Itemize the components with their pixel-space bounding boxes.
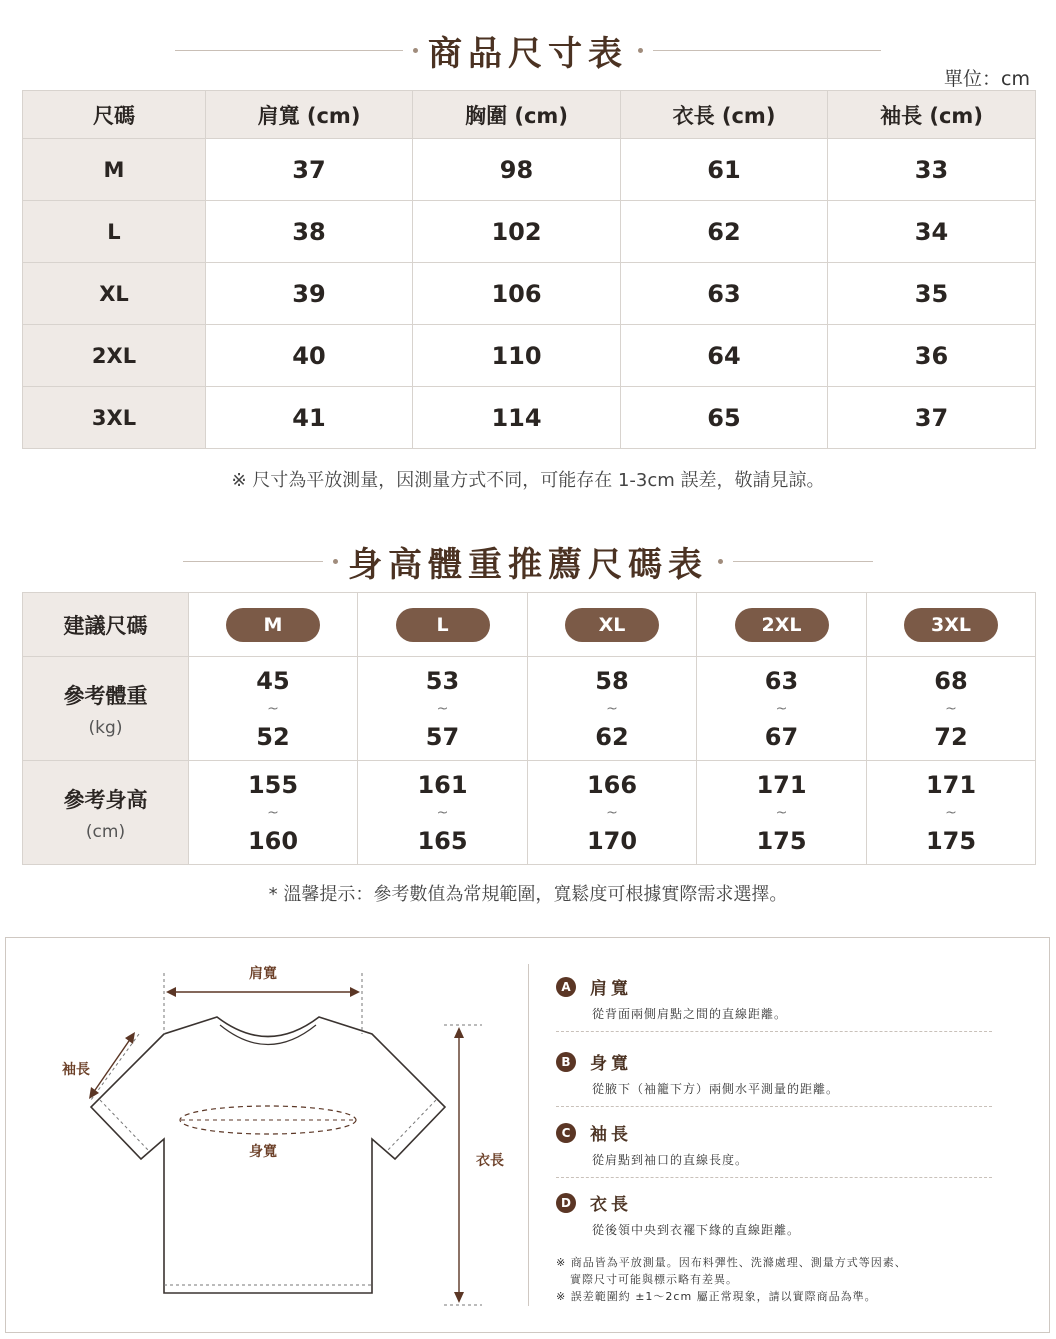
- col-header-size: 尺碼: [23, 91, 206, 139]
- table-cell: 114: [413, 387, 621, 449]
- height-max: 175: [925, 826, 977, 855]
- height-max: 165: [417, 826, 468, 855]
- weight-range: [189, 657, 358, 761]
- height-range: [189, 761, 358, 865]
- height-range: [867, 761, 1036, 865]
- definition-head: [556, 1120, 996, 1145]
- weight-range: [697, 657, 867, 761]
- size-pill-cell: [867, 593, 1036, 657]
- weight-min: 53: [425, 666, 460, 695]
- title-dot-left: [333, 559, 338, 564]
- badge-a: A: [556, 977, 576, 997]
- weight-label: 參考體重: [63, 683, 148, 708]
- height-min: 171: [925, 770, 977, 799]
- table-cell: 37: [828, 387, 1036, 449]
- height-range: [358, 761, 528, 865]
- definition-head: [556, 974, 996, 999]
- table-cell: 106: [413, 263, 621, 325]
- table-cell: 102: [413, 201, 621, 263]
- weight-unit: (kg): [88, 717, 123, 738]
- height-label: 參考身高: [63, 787, 148, 812]
- tilde: ~: [606, 700, 618, 717]
- row-header-weight: [23, 657, 189, 761]
- footnote-line: ※ 商品皆為平放測量。因布料彈性、洗滌處理、測量方式等因素、: [556, 1256, 907, 1269]
- definition-divider: [556, 1177, 992, 1178]
- diagram-divider: [528, 964, 529, 1306]
- size-pill-cell: [189, 593, 358, 657]
- measurement-note: ※ 尺寸為平放測量，因測量方式不同，可能存在 1-3cm 誤差，敬請見諒。: [231, 470, 825, 491]
- table-cell: 40: [206, 325, 413, 387]
- weight-min: 58: [595, 666, 629, 695]
- definition-title: 袖長: [590, 1125, 632, 1145]
- weight-max: 67: [764, 722, 799, 751]
- size-pill-row: [23, 593, 1036, 657]
- title-rule-right: [653, 50, 881, 51]
- measurement-diagram-panel: [5, 937, 1050, 1333]
- table-cell: 38: [206, 201, 413, 263]
- table-cell: 64: [621, 325, 828, 387]
- col-header-shoulder: 肩寬 (cm): [206, 91, 413, 139]
- size-table-header-row: [23, 91, 1036, 139]
- table-cell: 36: [828, 325, 1036, 387]
- weight-range: [358, 657, 528, 761]
- weight-max: 72: [934, 722, 968, 751]
- size-table-title-row: [0, 26, 1056, 75]
- size-pill-cell: [358, 593, 528, 657]
- height-max: 170: [586, 826, 638, 855]
- size-pill: XL: [565, 608, 659, 642]
- definition-chest: [556, 1049, 996, 1097]
- size-table-title: 商品尺寸表: [428, 34, 628, 74]
- shoulder-label: 肩寬: [249, 966, 277, 982]
- definition-sleeve: [556, 1120, 996, 1168]
- diagram-footnotes: [556, 1254, 907, 1305]
- table-cell: 33: [828, 139, 1036, 201]
- definition-divider: [556, 1031, 992, 1032]
- size-pill-cell: [697, 593, 867, 657]
- recommend-table-title: 身高體重推薦尺碼表: [348, 545, 708, 585]
- tilde: ~: [267, 804, 279, 821]
- size-pill-cell: [528, 593, 697, 657]
- height-min: 155: [247, 770, 299, 799]
- definition-desc: 從後領中央到衣襬下緣的直線距離。: [592, 1223, 801, 1237]
- tilde: ~: [267, 700, 279, 717]
- fit-tip-note: * 溫馨提示：參考數值為常規範圍，寬鬆度可根據實際需求選擇。: [268, 884, 788, 905]
- table-row: [23, 139, 1036, 201]
- definition-title: 身寬: [590, 1054, 632, 1074]
- table-cell: 35: [828, 263, 1036, 325]
- definition-divider: [556, 1106, 992, 1107]
- height-row: [23, 761, 1036, 865]
- height-unit: (cm): [85, 821, 126, 842]
- size-pill: 3XL: [904, 608, 998, 642]
- tilde: ~: [436, 804, 449, 821]
- tilde: ~: [945, 700, 957, 717]
- definition-length: [556, 1190, 996, 1238]
- tshirt-diagram: [6, 938, 528, 1334]
- table-cell: 61: [621, 139, 828, 201]
- definition-head: [556, 1190, 996, 1215]
- height-range: [697, 761, 867, 865]
- height-max: 160: [247, 826, 299, 855]
- size-pill: M: [226, 608, 320, 642]
- length-label: 衣長: [476, 1153, 504, 1169]
- weight-range: [528, 657, 697, 761]
- table-row: [23, 325, 1036, 387]
- table-cell: 98: [413, 139, 621, 201]
- col-header-sleeve: 袖長 (cm): [828, 91, 1036, 139]
- size-pill: L: [396, 608, 490, 642]
- definition-title: 肩寬: [590, 979, 632, 999]
- weight-max: 52: [256, 722, 290, 751]
- tilde: ~: [775, 700, 788, 717]
- definition-head: [556, 1049, 996, 1074]
- weight-row: [23, 657, 1036, 761]
- title-rule-right: [733, 561, 873, 562]
- col-header-chest: 胸圍 (cm): [413, 91, 621, 139]
- table-cell: 62: [621, 201, 828, 263]
- weight-range: [867, 657, 1036, 761]
- title-dot-right: [718, 559, 723, 564]
- table-row: [23, 201, 1036, 263]
- table-cell: 41: [206, 387, 413, 449]
- size-cell: L: [23, 201, 206, 263]
- title-dot-right: [638, 48, 643, 53]
- title-rule-left: [183, 561, 323, 562]
- sleeve-label: 袖長: [62, 1062, 90, 1078]
- size-cell: 3XL: [23, 387, 206, 449]
- title-rule-left: [175, 50, 403, 51]
- title-dot-left: [413, 48, 418, 53]
- size-cell: M: [23, 139, 206, 201]
- table-row: [23, 263, 1036, 325]
- definition-shoulder: [556, 974, 996, 1022]
- table-cell: 34: [828, 201, 1036, 263]
- height-min: 161: [417, 770, 468, 799]
- col-header-length: 衣長 (cm): [621, 91, 828, 139]
- tilde: ~: [775, 804, 788, 821]
- definition-desc: 從肩點到袖口的直線長度。: [592, 1153, 749, 1167]
- tilde: ~: [436, 700, 449, 717]
- table-cell: 37: [206, 139, 413, 201]
- definition-desc: 從腋下（袖籠下方）兩側水平測量的距離。: [592, 1082, 840, 1096]
- tilde: ~: [606, 804, 618, 821]
- size-table: [22, 90, 1036, 449]
- height-max: 175: [756, 826, 807, 855]
- weight-min: 68: [934, 666, 968, 695]
- weight-max: 62: [595, 722, 629, 751]
- table-cell: 65: [621, 387, 828, 449]
- footnote-line: ※ 誤差範圍約 ±1～2cm 屬正常現象，請以實際商品為準。: [556, 1290, 877, 1303]
- weight-max: 57: [425, 722, 460, 751]
- size-pill: 2XL: [735, 608, 829, 642]
- recommend-table: [22, 592, 1036, 865]
- unit-label: 單位：cm: [944, 68, 1030, 90]
- row-header-size: 建議尺碼: [23, 593, 189, 657]
- size-cell: 2XL: [23, 325, 206, 387]
- table-row: [23, 387, 1036, 449]
- badge-c: C: [556, 1123, 576, 1143]
- table-cell: 63: [621, 263, 828, 325]
- recommend-title-row: [0, 537, 1056, 586]
- weight-min: 63: [764, 666, 799, 695]
- weight-min: 45: [256, 666, 290, 695]
- definition-desc: 從背面兩側肩點之間的直線距離。: [592, 1007, 788, 1021]
- footnote-line: 實際尺寸可能與標示略有差異。: [570, 1273, 738, 1286]
- size-cell: XL: [23, 263, 206, 325]
- definition-title: 衣長: [590, 1195, 632, 1215]
- chest-label: 身寬: [249, 1144, 277, 1160]
- row-header-height: [23, 761, 189, 865]
- badge-b: B: [556, 1052, 576, 1072]
- table-cell: 110: [413, 325, 621, 387]
- height-range: [528, 761, 697, 865]
- height-min: 171: [756, 770, 807, 799]
- badge-d: D: [556, 1193, 576, 1213]
- height-min: 166: [586, 770, 638, 799]
- table-cell: 39: [206, 263, 413, 325]
- tilde: ~: [945, 804, 957, 821]
